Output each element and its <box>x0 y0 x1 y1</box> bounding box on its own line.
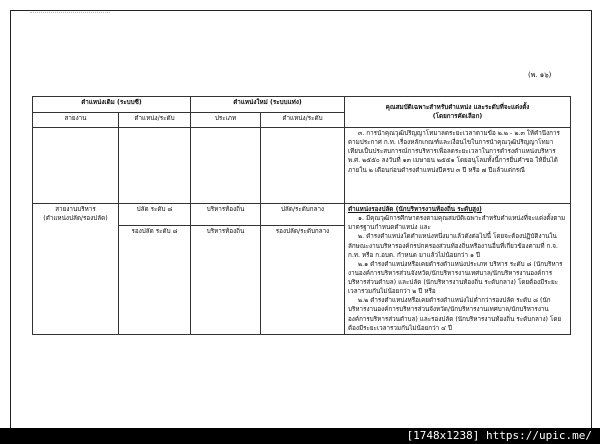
header-old-position: ตำแหน่งเดิม (ระบบซี) <box>33 97 191 113</box>
table-header-row <box>33 97 571 113</box>
top-divider <box>30 12 110 13</box>
line-cell: สายงานบริหาร (ตำแหน่งปลัด/รองปลัด) <box>33 204 119 335</box>
page-number: (พ. ๑๖) <box>528 71 552 79</box>
pos-old-cell: ปลัด ระดับ ๘ <box>119 204 191 226</box>
table-row <box>33 128 571 204</box>
header-pos-new: ตำแหน่ง/ระดับ <box>261 113 345 128</box>
qualification-note: ๓. การนำคุณวุฒิปริญญาโทมาลดระยะเวลาตามข้อ ๒.๒ - ๒.๓ ให้คำนึงการตามประกาศ ก.ท. เรื่องหลักเกณฑ์และเงื่อนไขในการนำคุณวุฒิปริญญาโทมาเทียบเป็นประสบการณ์การบริหารเพื่อลดระยะเวลาในการดำรงตำแหน่งบริหาร พ.ศ. ๒๕๕๐ ลงวันที่ ๑๓ เมษายน ๒๕๕๑ โดยอนุโลมทั้งนี้การยื่นคำขอ ให้ยื่นได้ภายใน ๒ เดือนก่อนดำรงตำแหน่งปีครบ ๓ ปี หรือ ๗ ปีแล้วแต่กรณี <box>345 128 571 204</box>
header-new-position: ตำแหน่งใหม่ (ระบบแท่ง) <box>191 97 345 113</box>
pos-new-cell: ปลัด/ระดับกลาง <box>261 204 345 226</box>
image-info-footer: [1748x1238] https://upic.me/ <box>0 428 600 444</box>
type-cell: บริหารท้องถิ่น <box>191 226 261 335</box>
qualification-table <box>32 96 571 335</box>
header-qualification: คุณสมบัติเฉพาะสำหรับตำแหน่ง และระดับที่จะแต่งตั้ง (โดยการคัดเลือก) <box>345 97 571 128</box>
header-pos-old: ตำแหน่ง/ระดับ <box>119 113 191 128</box>
qualification-heading: ตำแหน่งรองปลัด (นักบริหารงานท้องถิ่น ระดับสูง) <box>348 206 482 213</box>
header-line: สายงาน <box>33 113 119 128</box>
type-cell: บริหารท้องถิ่น <box>191 204 261 226</box>
table-row <box>33 204 571 226</box>
qualification-detail: ตำแหน่งรองปลัด (นักบริหารงานท้องถิ่น ระดับสูง) ๑. มีคุณวุฒิการศึกษาตรงตามคุณสมบัติเฉพาะสำหรับตำแหน่งที่จะแต่งตั้งตามมาตรฐานกำหนดตำแหน่ง และ ๒. ดำรงตำแหน่งใดตำแหน่งหนึ่งมาแล้วดังต่อไปนี้ โดยจะต้องปฏิบัติงานในลักษณะงานบริหารองค์กรปกครองส่วนท้องถิ่นหรืองานอื่นที่เกี่ยวข้องตามที่ ก.จ. ก.ท. หรือ ก.อบต. กำหนด มาแล้วไม่น้อยกว่า ๑ ปี ๒.๑ ดำรงตำแหน่งหรือเคยดำรงตำแหน่งประเภท บริหาร ระดับ ๘ (นักบริหารงานองค์การบริหารส่วนจังหวัด/นักบริหารงานเทศบาล/นักบริหารงานองค์การบริหารส่วนตำบล) และปลัด (นักบริหารงานท้องถิ่น ระดับกลาง) โดยต้องมีระยะเวลารวมกันไม่น้อยกว่า ๒ ปี หรือ ๒.๒ ดำรงตำแหน่งหรือเคยดำรงตำแหน่งไม่ต่ำกว่ารองปลัด ระดับ ๘ (นักบริหารงานองค์การบริหารส่วนจังหวัด/นักบริหารงานเทศบาล/นักบริหารงานองค์การบริหารส่วนตำบล) และรองปลัด (นักบริหารงานท้องถิ่น ระดับกลาง) โดยต้องมีระยะเวลารวมกันไม่น้อยกว่า ๔ ปี <box>345 204 571 335</box>
header-type: ประเภท <box>191 113 261 128</box>
pos-new-cell: รองปลัด/ระดับกลาง <box>261 226 345 335</box>
pos-old-cell: รองปลัด ระดับ ๘ <box>119 226 191 335</box>
